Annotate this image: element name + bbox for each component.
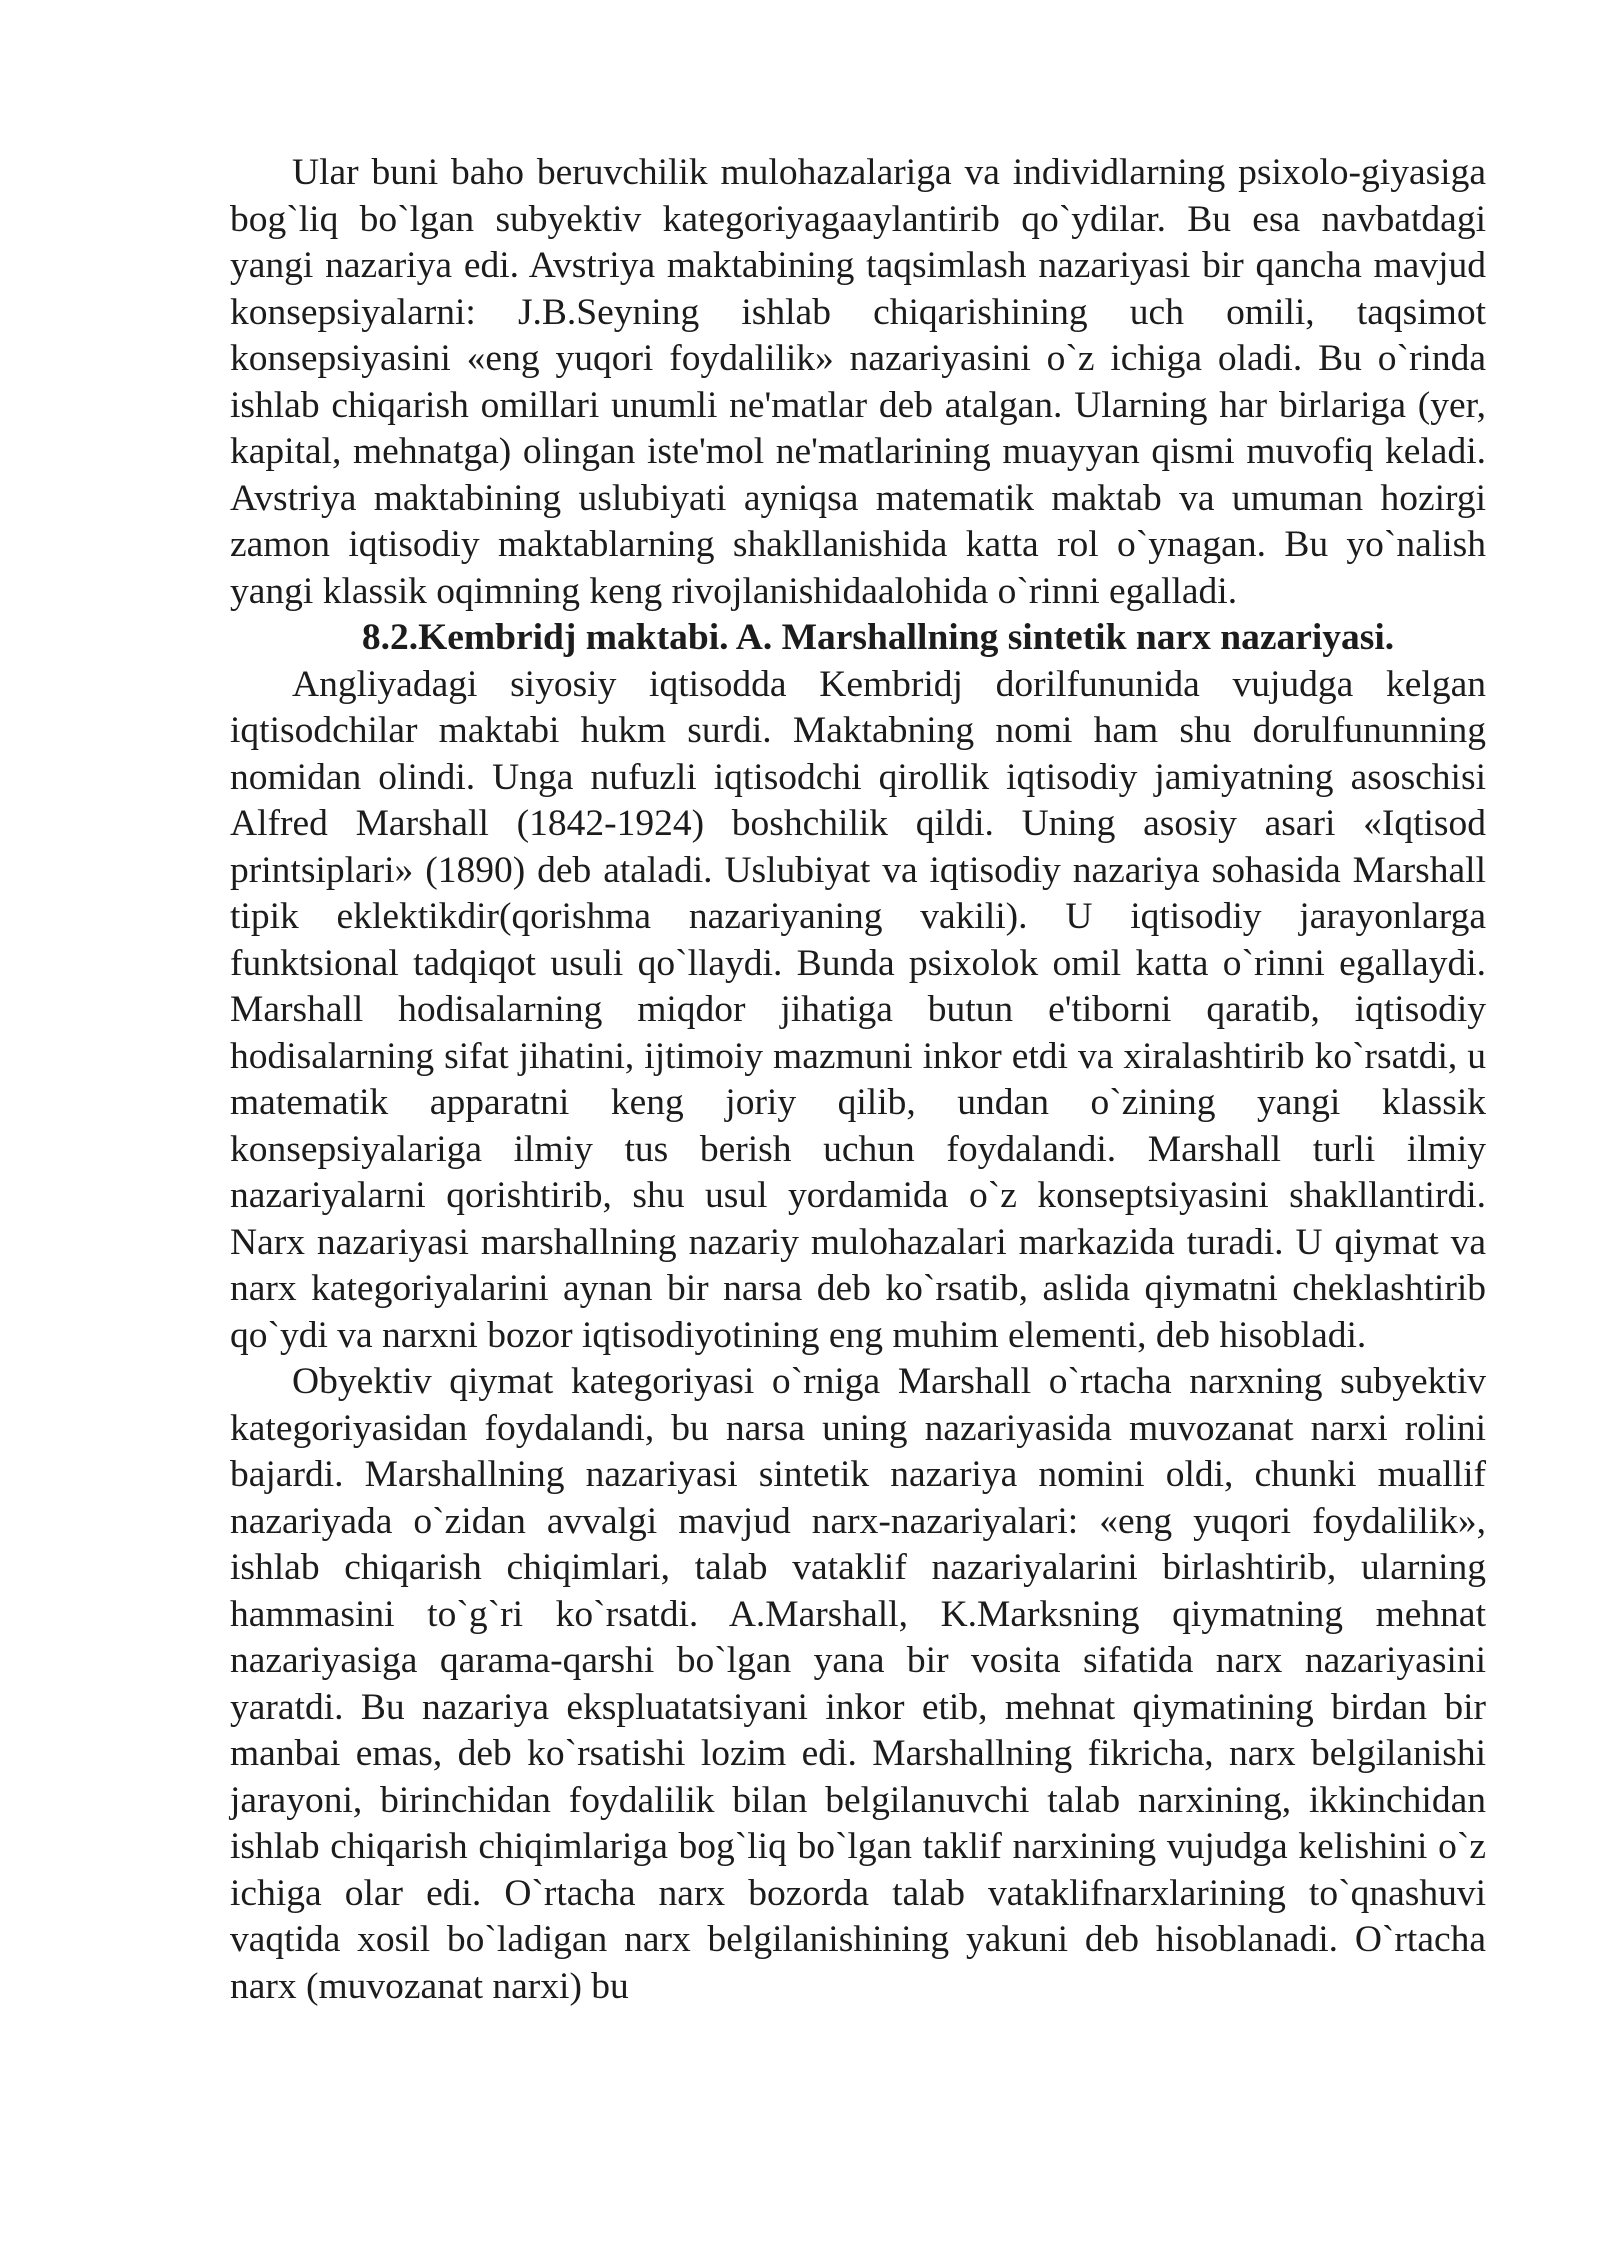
paragraph-1: Ular buni baho beruvchilik mulohazalariga va individlarning psixolo-giyasiga bog`liq bo`lgan subyektiv kategoriyagaaylantirib qo`ydilar. Bu esa navbatdagi yangi nazariya edi. Avstriya maktabining taqsimlash nazariyasi bir qancha mavjud konsepsiyalarni: J.B.Seyning ishlab chiqarishining uch omili, taqsimot konsepsiyasini «eng yuqori foydalilik» nazariyasini o`z ichiga oladi. Bu o`rinda ishlab chiqarish omillari unumli ne'matlar deb atalgan. Ularning har birlariga (yer, kapital, mehnatga) olingan iste'mol ne'matlarining muayyan qismi muvofiq keladi. Avstriya maktabining uslubiyati ayniqsa matematik maktab va umuman hozirgi zamon iqtisodiy maktablarning shakllanishida katta rol o`ynagan. Bu yo`nalish yangi klassik oqimning keng rivojlanishidaalohida o`rinni egalladi. bbox=[230, 152, 1486, 612]
document-page bbox=[230, 150, 1486, 2010]
section-heading: 8.2.Kembridj maktabi. A. Marshallning sintetik narx nazariyasi. bbox=[361, 617, 1395, 658]
paragraph-2: Angliyadagi siyosiy iqtisodda Kembridj dorilfununida vujudga kelgan iqtisodchilar maktabi hukm surdi. Maktabning nomi ham shu dorulfununning nomidan olindi. Unga nufuzli iqtisodchi qirollik iqtisodiy jamiyatning asoschisi Alfred Marshall (1842-1924) boshchilik qildi. Uning asosiy asari «Iqtisod printsiplari» (1890) deb ataladi. Uslubiyat va iqtisodiy nazariya sohasida Marshall tipik eklektikdir(qorishma nazariyaning vakili). U iqtisodiy jarayonlarga funktsional tadqiqot usuli qo`llaydi. Bunda psixolok omil katta o`rinni egallaydi. Marshall hodisalarning miqdor jihatiga butun e'tiborni qaratib, iqtisodiy hodisalarning sifat jihatini, ijtimoiy mazmuni inkor etdi va xiralashtirib ko`rsatdi, u matematik apparatni keng joriy qilib, undan o`zining yangi klassik konsepsiyalariga ilmiy tus berish uchun foydalandi. Marshall turli ilmiy nazariyalarni qorishtirib, shu usul yordamida o`z konseptsiyasini shakllantirdi. Narx nazariyasi marshallning nazariy mulohazalari markazida turadi. U qiymat va narx kategoriyalarini aynan bir narsa deb ko`rsatib, aslida qiymatni cheklashtirib qo`ydi va narxni bozor iqtisodiyotining eng muhim elementi, deb hisobladi. bbox=[230, 663, 1486, 1356]
paragraph-3: Obyektiv qiymat kategoriyasi o`rniga Marshall o`rtacha narxning subyektiv kategoriyasidan foydalandi, bu narsa uning nazariyasida muvozanat narxi rolini bajardi. Marshallning nazariyasi sintetik nazariya nomini oldi, chunki muallif nazariyada o`zidan avvalgi mavjud narx-nazariyalari: «eng yuqori foydalilik», ishlab chiqarish chiqimlari, talab vataklif nazariyalarini birlashtirib, ularning hammasini to`g`ri ko`rsatdi. A.Marshall, K.Marksning qiymatning mehnat nazariyasiga qarama-qarshi bo`lgan yana bir vosita sifatida narx nazariyasini yaratdi. Bu nazariya ekspluatatsiyani inkor etib, mehnat qiymatining birdan bir manbai emas, deb ko`rsatishi lozim edi. Marshallning fikricha, narx belgilanishi jarayoni, birinchidan foydalilik bilan belgilanuvchi talab narxining, ikkinchidan ishlab chiqarish chiqimlariga bog`liq bo`lgan taklif narxining vujudga kelishini o`z ichiga olar edi. O`rtacha narx bozorda talab vataklifnarxlarining to`qnashuvi vaqtida xosil bo`ladigan narx belgilanishining yakuni deb hisoblanadi. O`rtacha narx (muvozanat narxi) bu bbox=[230, 1361, 1486, 2007]
